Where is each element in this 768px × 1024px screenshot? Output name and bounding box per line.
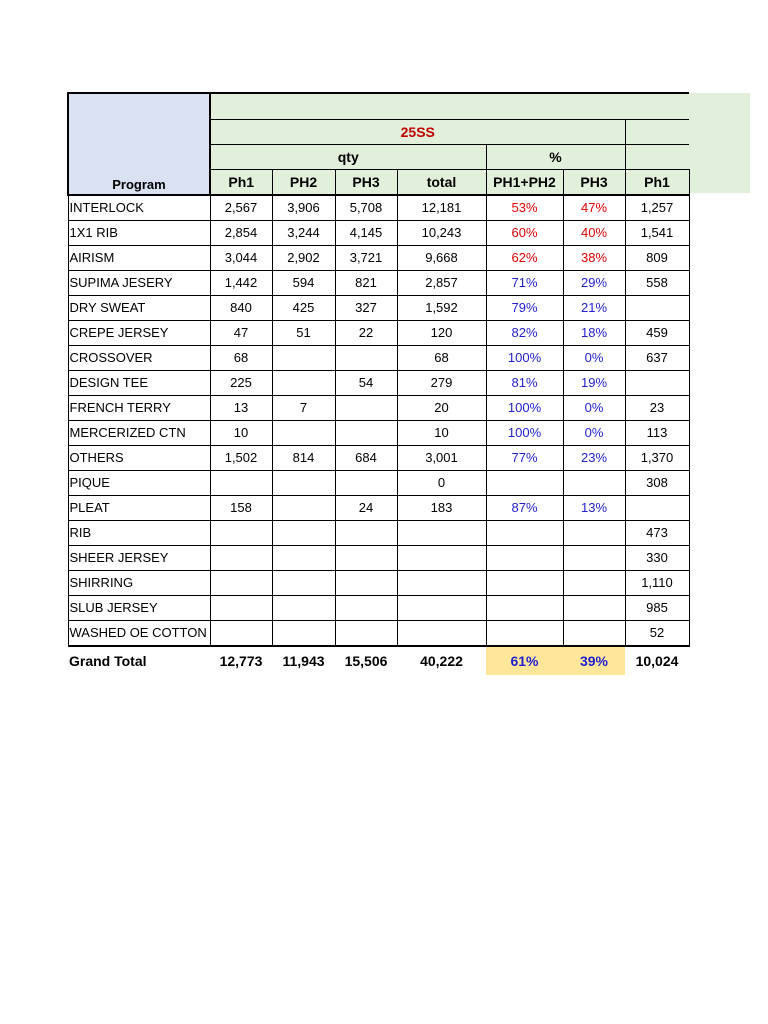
pct-ph1-ph2-cell[interactable]: 77% (486, 445, 563, 470)
next-season-header[interactable] (625, 119, 689, 144)
total-cell[interactable] (397, 620, 486, 646)
ph2-cell[interactable]: 425 (272, 295, 335, 320)
ph1-cell[interactable]: 13 (210, 395, 272, 420)
ph1-cell[interactable] (210, 545, 272, 570)
grand-total-pct-ph1-ph2[interactable]: 61% (486, 646, 563, 675)
pct-ph3-cell[interactable] (563, 570, 625, 595)
next-ph1-cell[interactable]: 637 (625, 345, 689, 370)
ph2-cell[interactable] (272, 620, 335, 646)
total-cell[interactable]: 0 (397, 470, 486, 495)
total-cell[interactable]: 10,243 (397, 220, 486, 245)
ph3-cell[interactable]: 54 (335, 370, 397, 395)
ph2-cell[interactable]: 51 (272, 320, 335, 345)
pct-ph1-ph2-cell[interactable]: 60% (486, 220, 563, 245)
total-cell[interactable]: 68 (397, 345, 486, 370)
next-ph1-cell[interactable] (625, 495, 689, 520)
pct-ph3-cell[interactable] (563, 520, 625, 545)
pct-ph1-ph2-cell[interactable] (486, 545, 563, 570)
ph1-cell[interactable]: 2,854 (210, 220, 272, 245)
total-cell[interactable]: 12,181 (397, 195, 486, 221)
pct-ph1-ph2-cell[interactable]: 100% (486, 345, 563, 370)
qty-group-header[interactable]: qty (210, 144, 486, 169)
pct-ph1-ph2-cell[interactable]: 100% (486, 395, 563, 420)
ph2-cell[interactable]: 2,902 (272, 245, 335, 270)
ph1-cell[interactable] (210, 570, 272, 595)
next-ph1-cell[interactable]: 1,110 (625, 570, 689, 595)
program-cell[interactable]: 1X1 RIB (68, 220, 210, 245)
pct-ph1-ph2-cell[interactable]: 87% (486, 495, 563, 520)
total-cell[interactable]: 1,592 (397, 295, 486, 320)
ph3-cell[interactable]: 24 (335, 495, 397, 520)
header-row-top (68, 93, 689, 119)
next-ph1-cell[interactable]: 809 (625, 245, 689, 270)
ph2-cell[interactable] (272, 345, 335, 370)
program-cell[interactable]: OTHERS (68, 445, 210, 470)
ph3-cell[interactable]: 3,721 (335, 245, 397, 270)
pct-group-header[interactable]: % (486, 144, 625, 169)
pct-ph3-cell[interactable]: 18% (563, 320, 625, 345)
season-header[interactable]: 25SS (210, 119, 625, 144)
total-cell[interactable]: 9,668 (397, 245, 486, 270)
pct-ph3-cell[interactable]: 21% (563, 295, 625, 320)
program-cell[interactable]: CREPE JERSEY (68, 320, 210, 345)
ph2-cell[interactable]: 3,906 (272, 195, 335, 221)
pct-ph3-cell[interactable]: 0% (563, 395, 625, 420)
table-row (68, 520, 689, 545)
ph2-cell[interactable]: 3,244 (272, 220, 335, 245)
ph3-cell[interactable]: 684 (335, 445, 397, 470)
table-row (68, 495, 689, 520)
total-cell[interactable] (397, 520, 486, 545)
pct-ph1-ph2-cell[interactable] (486, 620, 563, 646)
pct-ph1-ph2-cell[interactable] (486, 595, 563, 620)
program-cell[interactable]: DRY SWEAT (68, 295, 210, 320)
ph1-cell[interactable]: 3,044 (210, 245, 272, 270)
ph2-cell[interactable] (272, 495, 335, 520)
pct-ph1-ph2-cell[interactable]: 100% (486, 420, 563, 445)
ph2-cell[interactable] (272, 545, 335, 570)
ph1-cell[interactable] (210, 620, 272, 646)
pct-ph1-ph2-cell[interactable]: 62% (486, 245, 563, 270)
next-ph1-cell[interactable]: 985 (625, 595, 689, 620)
ph3-cell[interactable]: 22 (335, 320, 397, 345)
ph3-cell[interactable]: 5,708 (335, 195, 397, 221)
ph3-cell[interactable] (335, 420, 397, 445)
program-cell[interactable]: INTERLOCK (68, 195, 210, 221)
program-cell[interactable]: SLUB JERSEY (68, 595, 210, 620)
next-ph1-cell[interactable] (625, 295, 689, 320)
total-cell[interactable]: 20 (397, 395, 486, 420)
ph2-cell[interactable] (272, 420, 335, 445)
col-header-next-ph1[interactable]: Ph1 (625, 169, 689, 195)
pct-ph3-cell[interactable]: 47% (563, 195, 625, 221)
ph1-cell[interactable]: 1,442 (210, 270, 272, 295)
ph1-cell[interactable]: 2,567 (210, 195, 272, 221)
program-qty-table (67, 92, 690, 675)
next-ph1-cell[interactable]: 459 (625, 320, 689, 345)
ph1-cell[interactable]: 158 (210, 495, 272, 520)
ph2-cell[interactable] (272, 370, 335, 395)
next-ph1-cell[interactable]: 308 (625, 470, 689, 495)
table-row (68, 195, 689, 221)
total-cell[interactable]: 10 (397, 420, 486, 445)
program-cell[interactable]: SHIRRING (68, 570, 210, 595)
ph3-cell[interactable] (335, 545, 397, 570)
grand-total-ph3[interactable]: 15,506 (335, 646, 397, 675)
pct-ph1-ph2-cell[interactable] (486, 470, 563, 495)
col-header-ph3[interactable]: PH3 (335, 169, 397, 195)
ph2-cell[interactable] (272, 470, 335, 495)
ph2-cell[interactable]: 594 (272, 270, 335, 295)
pct-ph1-ph2-cell[interactable] (486, 570, 563, 595)
total-cell[interactable] (397, 595, 486, 620)
pct-ph3-cell[interactable] (563, 470, 625, 495)
total-cell[interactable]: 2,857 (397, 270, 486, 295)
program-cell[interactable]: PIQUE (68, 470, 210, 495)
program-cell[interactable]: FRENCH TERRY (68, 395, 210, 420)
total-cell[interactable]: 279 (397, 370, 486, 395)
grand-total-row (68, 646, 689, 675)
pct-ph1-ph2-cell[interactable]: 71% (486, 270, 563, 295)
grand-total-ph2[interactable]: 11,943 (272, 646, 335, 675)
program-cell[interactable]: WASHED OE COTTON (68, 620, 210, 646)
program-cell[interactable]: RIB (68, 520, 210, 545)
table-row (68, 270, 689, 295)
ph2-cell[interactable] (272, 595, 335, 620)
total-cell[interactable]: 120 (397, 320, 486, 345)
program-cell[interactable]: SUPIMA JESERY (68, 270, 210, 295)
table-row (68, 345, 689, 370)
total-cell[interactable] (397, 570, 486, 595)
pct-ph1-ph2-cell[interactable]: 53% (486, 195, 563, 221)
pct-ph3-cell[interactable]: 0% (563, 420, 625, 445)
pct-ph3-cell[interactable]: 40% (563, 220, 625, 245)
col-header-ph2[interactable]: PH2 (272, 169, 335, 195)
ph3-cell[interactable] (335, 395, 397, 420)
pct-ph3-cell[interactable]: 13% (563, 495, 625, 520)
program-cell[interactable]: MERCERIZED CTN (68, 420, 210, 445)
grand-total-pct-ph3[interactable]: 39% (563, 646, 625, 675)
ph3-cell[interactable] (335, 620, 397, 646)
ph1-cell[interactable]: 68 (210, 345, 272, 370)
pct-ph3-cell[interactable] (563, 620, 625, 646)
pct-ph1-ph2-cell[interactable]: 82% (486, 320, 563, 345)
pct-ph3-cell[interactable]: 0% (563, 345, 625, 370)
program-cell[interactable]: AIRISM (68, 245, 210, 270)
pct-ph1-ph2-cell[interactable]: 81% (486, 370, 563, 395)
table-row (68, 295, 689, 320)
pct-ph3-cell[interactable]: 38% (563, 245, 625, 270)
next-ph1-cell[interactable]: 1,541 (625, 220, 689, 245)
pct-ph3-cell[interactable]: 19% (563, 370, 625, 395)
grand-total-label[interactable]: Grand Total (68, 646, 210, 675)
ph3-cell[interactable] (335, 470, 397, 495)
pct-ph3-cell[interactable]: 29% (563, 270, 625, 295)
table-row (68, 620, 689, 646)
pct-ph3-cell[interactable] (563, 545, 625, 570)
table-row (68, 320, 689, 345)
table-row (68, 570, 689, 595)
ph1-cell[interactable]: 47 (210, 320, 272, 345)
ph3-cell[interactable]: 821 (335, 270, 397, 295)
next-ph1-cell[interactable]: 330 (625, 545, 689, 570)
ph3-cell[interactable]: 4,145 (335, 220, 397, 245)
next-ph1-cell[interactable]: 113 (625, 420, 689, 445)
program-cell[interactable]: CROSSOVER (68, 345, 210, 370)
col-header-total[interactable]: total (397, 169, 486, 195)
ph3-cell[interactable] (335, 595, 397, 620)
table-row (68, 470, 689, 495)
ph1-cell[interactable] (210, 595, 272, 620)
col-header-pct-ph3[interactable]: PH3 (563, 169, 625, 195)
pct-ph3-cell[interactable]: 23% (563, 445, 625, 470)
ph2-cell[interactable]: 814 (272, 445, 335, 470)
table-row (68, 545, 689, 570)
grand-total-total[interactable]: 40,222 (397, 646, 486, 675)
ph3-cell[interactable]: 327 (335, 295, 397, 320)
program-cell[interactable]: PLEAT (68, 495, 210, 520)
ph3-cell[interactable] (335, 345, 397, 370)
grand-total-ph1[interactable]: 12,773 (210, 646, 272, 675)
header-band[interactable] (210, 93, 689, 119)
ph3-cell[interactable] (335, 570, 397, 595)
ph2-cell[interactable]: 7 (272, 395, 335, 420)
total-cell[interactable]: 3,001 (397, 445, 486, 470)
ph1-cell[interactable]: 10 (210, 420, 272, 445)
ph2-cell[interactable] (272, 570, 335, 595)
table-row (68, 245, 689, 270)
ph1-cell[interactable] (210, 520, 272, 545)
program-cell[interactable]: DESIGN TEE (68, 370, 210, 395)
next-group-header[interactable] (625, 144, 689, 169)
next-ph1-cell[interactable]: 52 (625, 620, 689, 646)
grand-total-next-ph1[interactable]: 10,024 (625, 646, 689, 675)
table-row (68, 595, 689, 620)
total-cell[interactable]: 183 (397, 495, 486, 520)
program-cell[interactable]: SHEER JERSEY (68, 545, 210, 570)
table-row (68, 445, 689, 470)
next-ph1-cell[interactable]: 473 (625, 520, 689, 545)
table-row (68, 220, 689, 245)
program-header-cell[interactable]: Program (68, 93, 210, 195)
next-ph1-cell[interactable]: 1,257 (625, 195, 689, 221)
ph1-cell[interactable]: 225 (210, 370, 272, 395)
next-ph1-cell[interactable] (625, 370, 689, 395)
ph3-cell[interactable] (335, 520, 397, 545)
table-row (68, 395, 689, 420)
col-header-pct-ph1-ph2[interactable]: PH1+PH2 (486, 169, 563, 195)
col-header-ph1[interactable]: Ph1 (210, 169, 272, 195)
ph1-cell[interactable]: 1,502 (210, 445, 272, 470)
ph1-cell[interactable] (210, 470, 272, 495)
ph2-cell[interactable] (272, 520, 335, 545)
next-ph1-cell[interactable]: 1,370 (625, 445, 689, 470)
ph1-cell[interactable]: 840 (210, 295, 272, 320)
pct-ph1-ph2-cell[interactable]: 79% (486, 295, 563, 320)
table-row (68, 420, 689, 445)
header-band-overflow (688, 93, 750, 193)
pct-ph1-ph2-cell[interactable] (486, 520, 563, 545)
table-row (68, 370, 689, 395)
total-cell[interactable] (397, 545, 486, 570)
next-ph1-cell[interactable]: 558 (625, 270, 689, 295)
pct-ph3-cell[interactable] (563, 595, 625, 620)
next-ph1-cell[interactable]: 23 (625, 395, 689, 420)
